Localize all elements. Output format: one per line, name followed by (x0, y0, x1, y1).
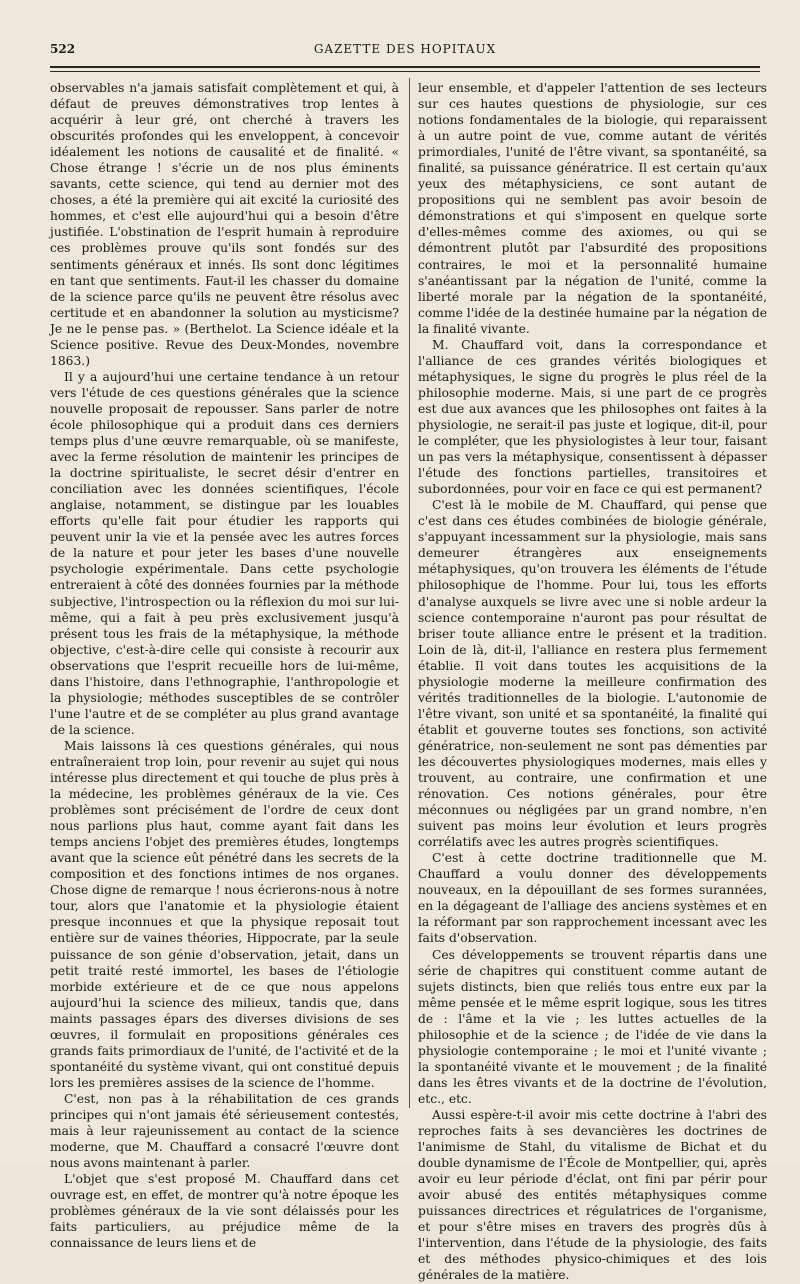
paragraph: C'est là le mobile de M. Chauffard, qui pense que c'est dans ces études combinées de biologie générale, s'appuyant incessamment sur la physiologie, mais sans demeurer étrangères aux enseignements métaphysiques, qu'on trouvera les éléments de l'étude philosophique de l'homme. Pour lui, tous les efforts d'analyse auxquels se livre avec une si noble ardeur la science contemporaine n'auront pas pour résultat de briser toute alliance entre le présent et la tradition. Loin de là, dit-il, l'alliance en restera plus fermement établie. Il voit dans toutes les acquisitions de la physiologie moderne la meilleure confirmation des vérités traditionnelles de la biologie. L'autonomie de l'être vivant, son unité et sa spontanéité, la finalité qui établit et gouverne toutes ses fonctions, son activité génératrice, non-seulement ne sont pas démenties par les découvertes physiologiques modernes, mais elles y trouvent, au contraire, une confirmation et une rénovation. Ces notions générales, pour être méconnues ou négligées par un grand nombre, n'en suivent pas moins leur évolution et leurs progrès corrélatifs avec les autres progrès scientifiques. (418, 498, 767, 850)
column-divider (409, 78, 410, 1108)
paragraph: Aussi espère-t-il avoir mis cette doctrine à l'abri des reproches faits à ses devancières les doctrines de l'animisme de Stahl, du vitalisme de Bichat et du double dynamisme de l'École de Montpellier, qui, après avoir eu leur période d'éclat, ont fini par périr pour avoir abusé des entités métaphysiques comme puissances directrices et régulatrices de l'organisme, et pour s'être mises en travers des progrès dûs à l'intervention, dans l'étude de la physiologie, des faits et des méthodes physico-chimiques et des lois générales de la matière. (418, 1108, 767, 1283)
page-header (50, 40, 760, 60)
paragraph: Il y a aujourd'hui une certaine tendance à un retour vers l'étude de ces questions générales que la science nouvelle proposait de repousser. Sans parler de notre école philosophique qui a produit dans ces derniers temps plus d'une œuvre remarquable, où se manifeste, avec la ferme résolution de maintenir les principes de la doctrine spiritualiste, le secret désir d'entrer en conciliation avec les données scientifiques, l'école anglaise, notamment, se distingue par les louables efforts qu'elle fait pour étudier les rapports qui peuvent unir la vie et la pensée avec les autres forces de la nature et pour jeter les bases d'une nouvelle psychologie expérimentale. Dans cette psychologie entreraient à côté des données fournies par la méthode subjective, l'introspection ou la réflexion du moi sur lui-même, qui a fait à peu près exclusivement jusqu'à présent tous les frais de la métaphysique, la méthode objective, c'est-à-dire celle qui consiste à recourir aux observations que l'esprit recueille hors de lui-même, dans l'histoire, dans l'ethnographie, l'anthropologie et la physiologie; méthodes susceptibles de se contrôler l'une l'autre et de se compléter au plus grand avantage de la science. (50, 369, 399, 737)
paragraph: M. Chauffard voit, dans la correspondance et l'alliance de ces grandes vérités biologiques et métaphysiques, le signe du progrès le plus réel de la philosophie moderne. Mais, si une part de ce progrès est due aux avances que les philosophes ont faites à la physiologie, ne serait-il pas juste et logique, dit-il, pour le compléter, que les physiologistes à leur tour, faisant un pas vers la métaphysique, consentissent à dépasser l'étude des fonctions partielles, transitoires et subordonnées, pour voir en face ce qui est permanent? (418, 337, 767, 497)
paragraph: L'objet que s'est proposé M. Chauffard dans cet ouvrage est, en effet, de montrer qu'à notre époque les problèmes généraux de la vie sont délaissés pour les faits particuliers, au préjudice même de la connaissance de leurs liens et de (50, 1172, 399, 1251)
paragraph: leur ensemble, et d'appeler l'attention de ses lecteurs sur ces hautes questions de physiologie, sur ces notions fondamentales de la biologie, qui reparaissent à un autre point de vue, comme autant de vérités primordiales, l'unité de l'être vivant, sa spontanéité, sa finalité, sa puissance génératrice. Il est certain qu'aux yeux des métaphysiciens, ce sont autant de propositions qui ne semblent pas avoir besoin de démonstrations et qui s'imposent en quelque sorte d'elles-mêmes comme des axiomes, ou qui se démontrent plutôt par l'absurdité des propositions contraires, le moi et la personnalité humaine s'anéantissant par la négation de l'unité, comme la liberté morale par la négation de la spontanéité, comme l'idée de la destinée humaine par la négation de la finalité vivante. (418, 81, 768, 336)
page-number: 522 (50, 42, 76, 56)
paragraph: Mais laissons là ces questions générales, qui nous entraîneraient trop loin, pour revenir au sujet qui nous intéresse plus directement et qui touche de plus près à la médecine, les problèmes généraux de la vie. Ces problèmes sont précisément de l'ordre de ceux dont nous parlions plus haut, comme ayant fait dans les temps anciens l'objet des premières études, longtemps avant que la science eût pénétré dans les secrets de la composition et des fonctions intimes de nos organes. Chose digne de remarque ! nous écrierons-nous à notre tour, alors que l'anatomie et la physiologie étaient presque inconnues et que la physique reposait tout entière sur de vaines théories, Hippocrate, par la seule puissance de son génie d'observation, jetait, dans un petit traité resté immortel, les bases de l'étiologie morbide extérieure et de ce que nous appelons aujourd'hui la science des milieux, tandis que, dans maints passages épars des diverses divisions de ses œuvres, il formulait en propositions générales ces grands faits primordiaux de l'unité, de l'activité et de la spontanéité du système vivant, qui ont constitué depuis lors les premières assises de la science de l'homme. (50, 738, 399, 1090)
paragraph: C'est, non pas à la réhabilitation de ces grands principes qui n'ont jamais été sérieusement contestés, mais à leur rajeunissement au contact de la science moderne, que M. Chauffard a consacré l'œuvre dont nous avons maintenant à parler. (50, 1091, 399, 1171)
right-column (418, 80, 767, 1284)
paragraph: observables n'a jamais satisfait complètement et qui, à défaut de preuves démonstratives trop lentes à acquérir à leur gré, ont cherché à travers les obscurités profondes qui les enveloppent, à concevoir idéalement les notions de causalité et de finalité. « Chose étrange ! s'écrie un de nos plus éminents savants, cette science, qui tend au dernier mot des choses, a été la première qui ait excité la curiosité des hommes, et c'est elle aujourd'hui qui a besoin d'être justifiée. L'obstination de l'esprit humain à reproduire ces problèmes prouve qu'ils sont fondés sur des sentiments généraux et innés. Ils sont donc légitimes en tant que sentiments. Faut-il les chasser du domaine de la science parce qu'ils ne peuvent être résolus avec certitude et en abandonner la solution au mysticisme? Je ne le pense pas. » (Berthelot. La Science idéale et la Science positive. Revue des Deux-Mondes, novembre 1863.) (50, 81, 399, 368)
paragraph: Ces développements se trouvent répartis dans une série de chapitres qui constituent comme autant de sujets distincts, bien que reliés tous entre eux par la même pensée et le même esprit logique, sous les titres de : l'âme et la vie ; les luttes actuelles de la philosophie et de la science ; de l'idée de vie dans la physiologie contemporaine ; le moi et l'unité vivante ; la spontanéité vivante et le mouvement ; de la finalité dans les êtres vivants et de la doctrine de l'évolution, etc., etc. (418, 947, 767, 1106)
header-rule-thin (50, 71, 760, 72)
header-rule-thick (50, 66, 760, 68)
left-column (50, 80, 399, 1251)
running-title: GAZETTE DES HOPITAUX (313, 42, 497, 56)
paragraph: C'est à cette doctrine traditionnelle que M. Chauffard a voulu donner des développements nouveaux, en la dépouillant de ses formes surannées, en la dégageant de l'alliage des anciens systèmes et en la réformant par son rapprochement incessant avec les faits d'observation. (418, 851, 767, 946)
